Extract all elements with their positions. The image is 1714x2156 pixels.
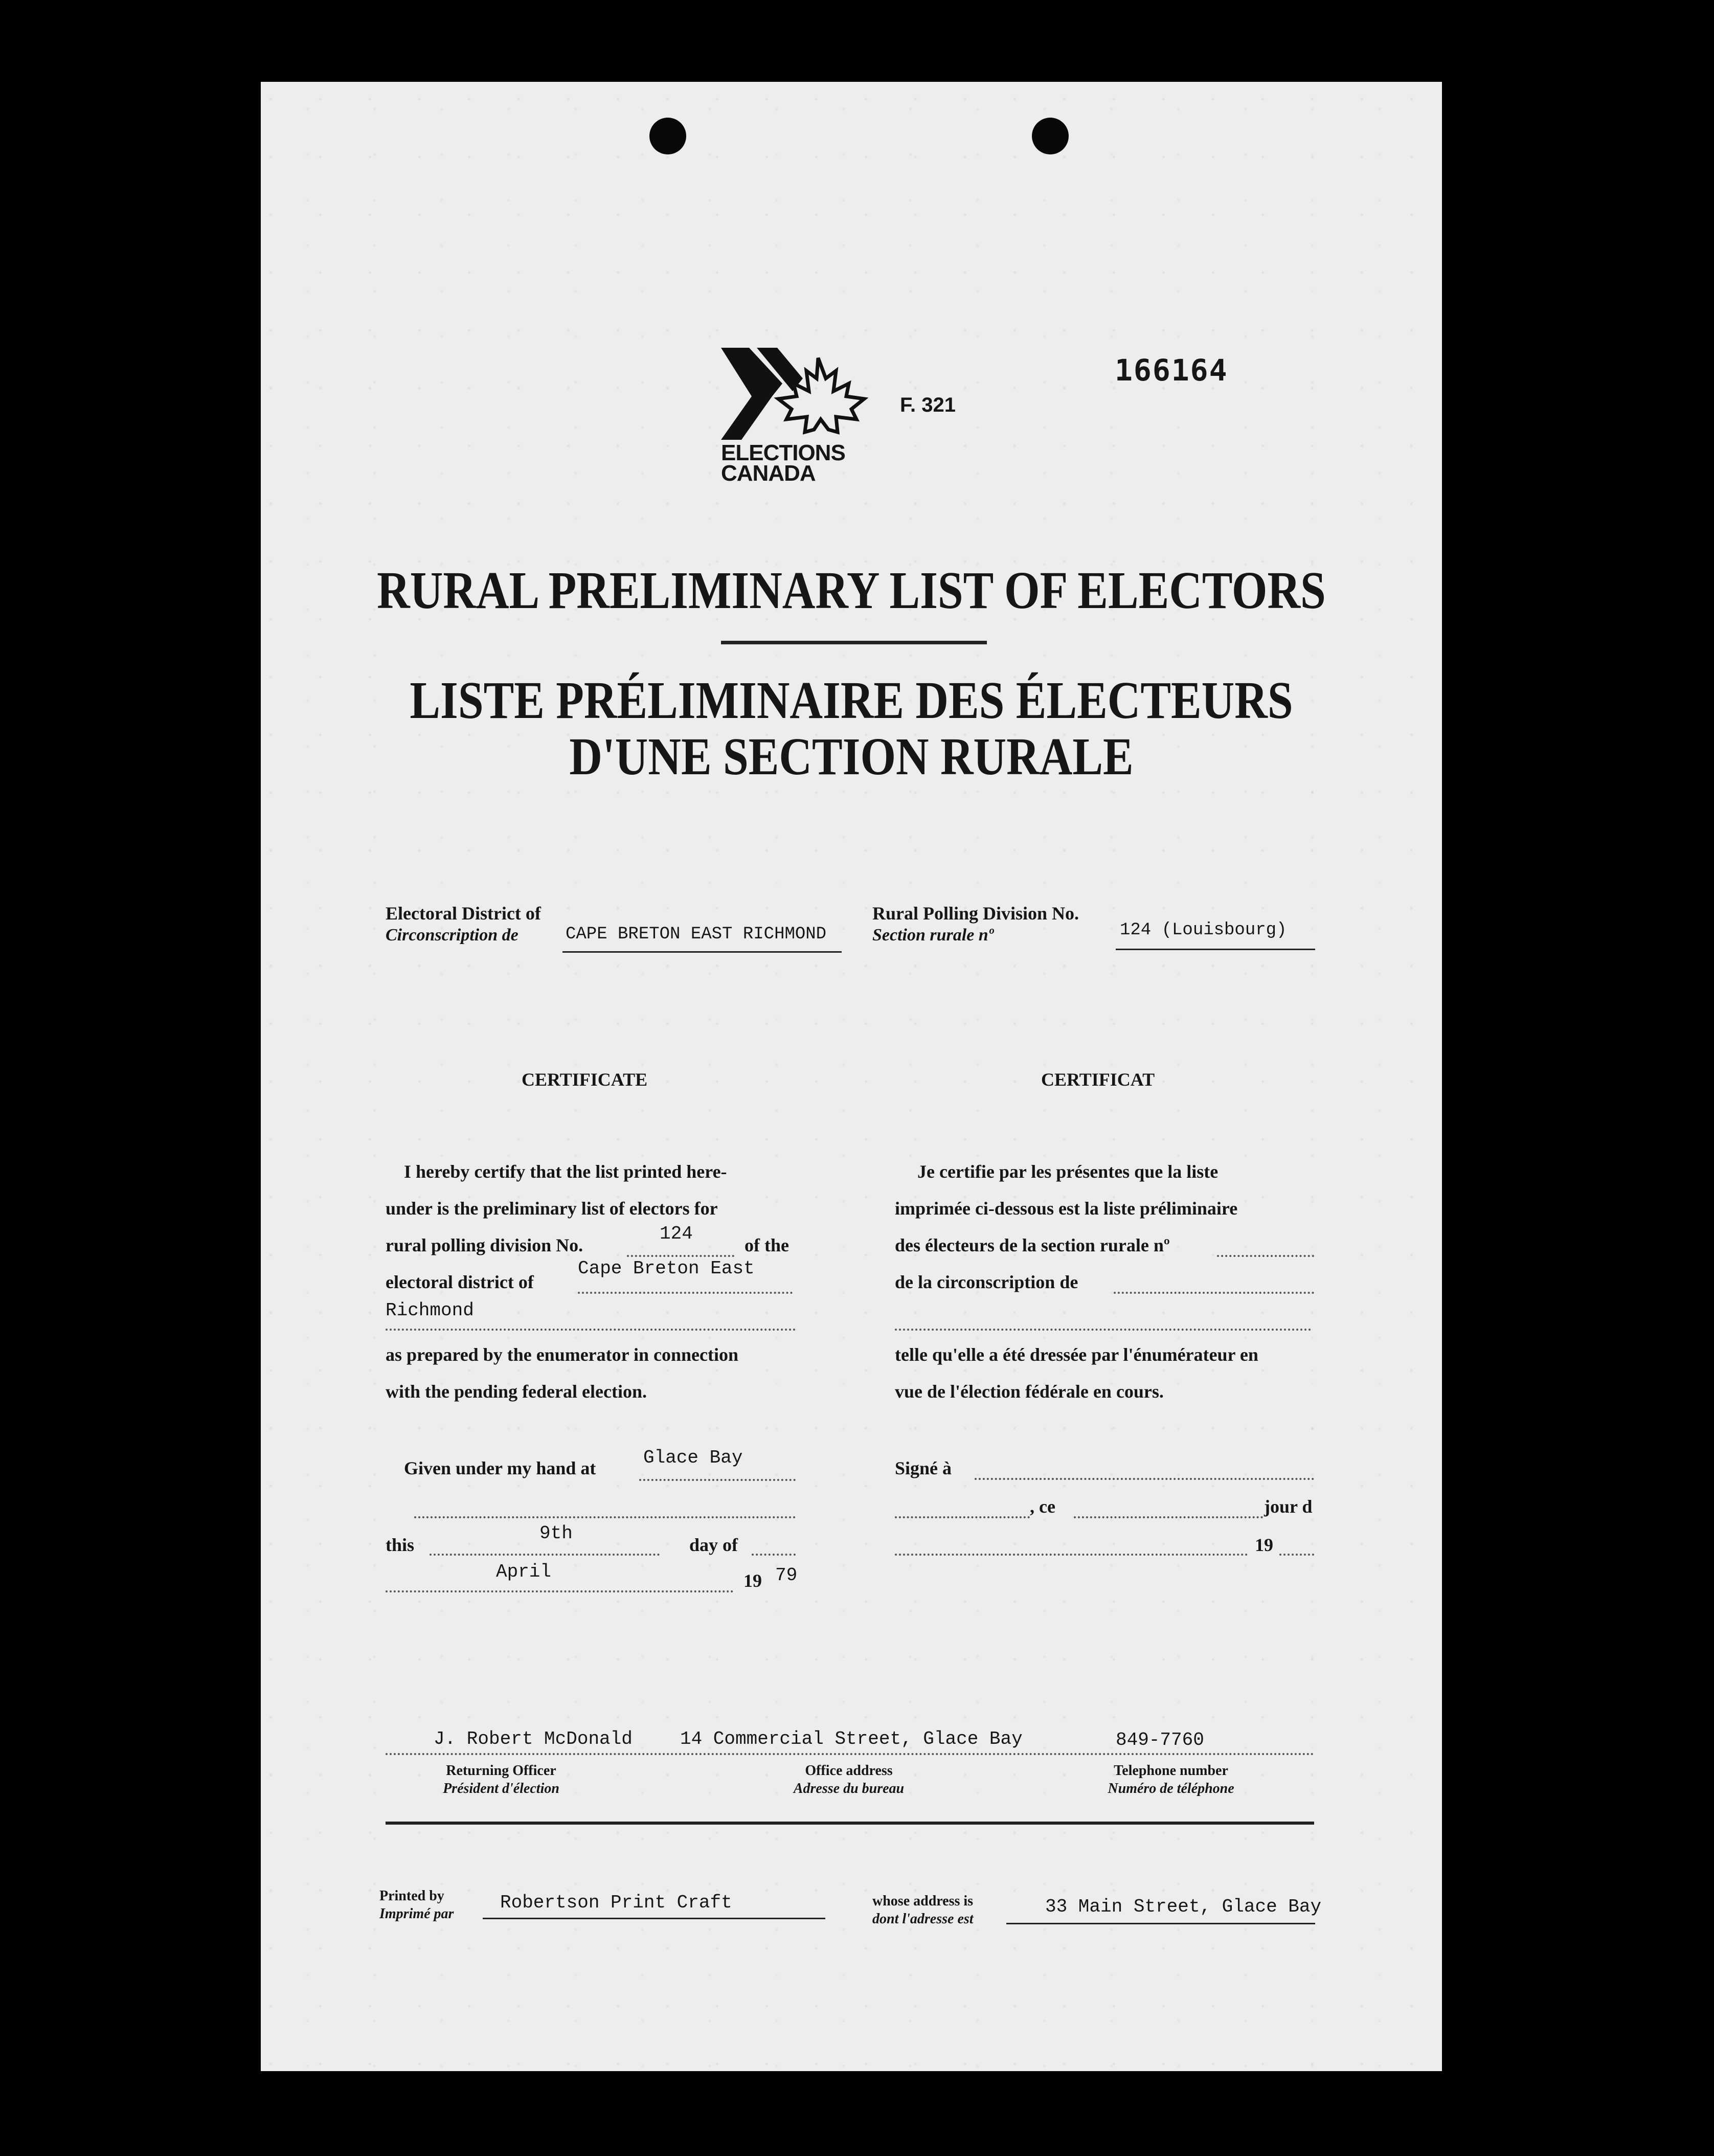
cert-en-line7: with the pending federal election. <box>386 1381 647 1402</box>
division-underline <box>1116 949 1315 950</box>
certificate-heading-en: CERTIFICATE <box>522 1069 648 1090</box>
day-of-label: day of <box>689 1535 738 1555</box>
district-underline <box>562 951 842 953</box>
cert-en-line2: under is the preliminary list of electors for <box>386 1198 718 1219</box>
month-line-fr <box>895 1554 1248 1556</box>
officer-line <box>386 1753 1314 1755</box>
district-label-en: Electoral District of <box>386 903 541 924</box>
year-line-fr <box>1279 1554 1314 1556</box>
officer-phone-caption: Telephone number Numéro de téléphone <box>1108 1763 1234 1796</box>
logo-text-elections: ELECTIONS <box>721 440 845 465</box>
district-label-fr: Circonscription de <box>386 926 518 945</box>
officer-name-caption: Returning Officer Président d'élection <box>443 1763 559 1796</box>
form-page <box>261 82 1442 2071</box>
ce-line <box>1074 1516 1263 1518</box>
printer-name-line <box>483 1918 825 1919</box>
given-place: Glace Bay <box>643 1447 743 1468</box>
title-french-line1: LISTE PRÉLIMINAIRE DES ÉLECTEURS <box>410 671 1293 730</box>
x-maple-leaf-icon <box>721 348 895 440</box>
printer-address-line <box>1006 1923 1315 1924</box>
cert-fr-division-line <box>1217 1255 1314 1257</box>
given-month-line <box>386 1590 733 1592</box>
given-month: April <box>496 1561 552 1582</box>
punch-hole-left <box>649 118 686 154</box>
cert-en-line6: as prepared by the enumerator in connection <box>386 1344 738 1365</box>
cert-en-line3a: rural polling division No. <box>386 1235 583 1255</box>
given-day: 9th <box>539 1523 573 1544</box>
logo-text-canada: CANADA <box>721 461 816 486</box>
cert-fr-line7: vue de l'élection fédérale en cours. <box>895 1381 1164 1402</box>
officer-address: 14 Commercial Street, Glace Bay <box>680 1728 1023 1749</box>
cert-fr-line2: imprimée ci-dessous est la liste préliminaire <box>895 1198 1238 1219</box>
officer-name: J. Robert McDonald <box>434 1728 633 1749</box>
given-place-line <box>639 1479 796 1481</box>
cert-en-division-line <box>627 1255 734 1257</box>
cert-fr-line1: Je certifie par les présentes que la liste <box>917 1161 1219 1182</box>
title-english: RURAL PRELIMINARY LIST OF ELECTORS <box>377 561 1326 620</box>
serial-number: 166164 <box>1115 353 1228 388</box>
signed-line2 <box>895 1516 1030 1518</box>
cert-fr-line3: des électeurs de la section rurale nº <box>895 1235 1170 1255</box>
printer-address: 33 Main Street, Glace Bay <box>1045 1896 1322 1917</box>
signed-place-line <box>975 1478 1314 1480</box>
punch-hole-right <box>1032 118 1069 154</box>
cert-en-line1: I hereby certify that the list printed here- <box>404 1161 727 1182</box>
year-prefix-en: 19 <box>743 1570 762 1591</box>
title-french-line2: D'UNE SECTION RURALE <box>569 727 1134 786</box>
cert-fr-line4: de la circonscription de <box>895 1272 1078 1292</box>
printed-by-label: Printed by Imprimé par <box>379 1888 454 1922</box>
jour-label: jour d <box>1264 1496 1313 1517</box>
cert-en-district-a: Cape Breton East <box>578 1258 755 1279</box>
officer-address-caption: Office address Adresse du bureau <box>793 1763 905 1796</box>
form-code: F. 321 <box>900 394 956 416</box>
cert-fr-line6: telle qu'elle a été dressée par l'énumérateur en <box>895 1344 1258 1365</box>
division-value: 124 (Louisbourg) <box>1120 920 1287 940</box>
cert-en-line4: electoral district of <box>386 1272 534 1292</box>
cert-en-district-b: Richmond <box>386 1300 474 1321</box>
given-place-line2 <box>414 1516 796 1518</box>
printer-address-label: whose address is dont l'adresse est <box>872 1893 974 1927</box>
cert-fr-district-line2 <box>895 1329 1311 1331</box>
ce-label: , ce <box>1030 1496 1055 1517</box>
cert-en-district-line1 <box>578 1292 793 1294</box>
given-year: 79 <box>775 1565 798 1586</box>
given-label: Given under my hand at <box>404 1458 596 1478</box>
division-label-en: Rural Polling Division No. <box>872 903 1079 924</box>
division-label-fr: Section rurale nº <box>872 926 994 945</box>
year-prefix-fr: 19 <box>1255 1535 1273 1555</box>
printer-name: Robertson Print Craft <box>500 1892 732 1913</box>
cert-en-line3b: of the <box>745 1235 789 1255</box>
officer-phone: 849-7760 <box>1116 1730 1204 1750</box>
cert-en-district-line2 <box>386 1329 796 1331</box>
given-day-line <box>430 1554 660 1556</box>
cert-fr-district-line1 <box>1114 1292 1314 1294</box>
day-of-line <box>752 1554 796 1556</box>
section-rule <box>386 1822 1314 1825</box>
title-divider <box>721 641 987 644</box>
cert-en-division-no: 124 <box>660 1223 693 1244</box>
elections-canada-logo <box>721 348 895 440</box>
this-label: this <box>386 1535 415 1555</box>
district-value: CAPE BRETON EAST RICHMOND <box>566 925 827 944</box>
certificate-heading-fr: CERTIFICAT <box>1041 1069 1155 1090</box>
signed-label: Signé à <box>895 1458 952 1478</box>
